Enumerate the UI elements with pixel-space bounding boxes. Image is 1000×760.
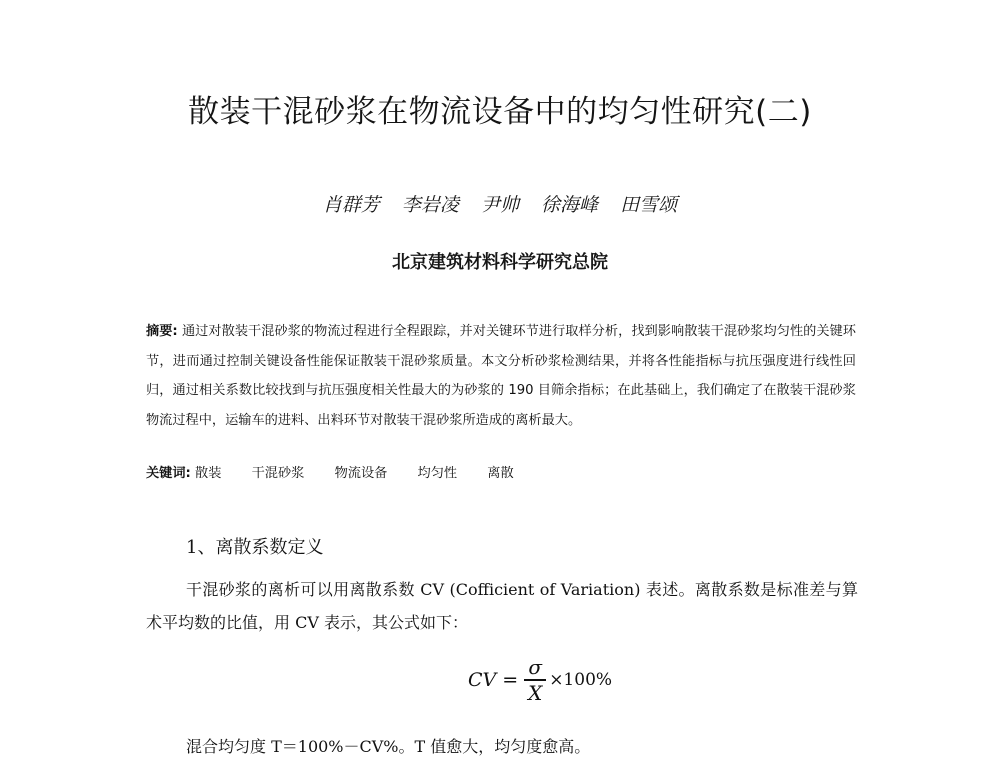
keywords (146, 462, 856, 486)
author-name: 徐海峰 (541, 194, 599, 216)
keyword: 干混砂浆 (251, 466, 305, 481)
keyword: 均匀性 (417, 466, 458, 481)
formula-lhs: CV (468, 669, 497, 691)
affiliation: 北京建筑材料科学研究总院 (392, 252, 608, 273)
formula-numerator: σ (528, 655, 543, 680)
body-paragraph: 干混砂浆的离析可以用离散系数 CV (Cofficient of Variation) 表述。离散系数是标准差与算术平均数的比值，用 CV 表示，其公式如下： (146, 580, 858, 632)
keyword: 离散 (487, 466, 514, 481)
keywords-label: 关键词: (146, 466, 191, 481)
formula-fraction (524, 655, 546, 705)
uniformity-definition: 混合均匀度 T＝100%－CV%。T 值愈大，均匀度愈高。 (186, 737, 591, 756)
formula-multiplier: ×100% (549, 670, 613, 690)
abstract (146, 317, 856, 435)
author-name: 李岩凌 (401, 194, 459, 216)
abstract-text: 通过对散装干混砂浆的物流过程进行全程跟踪，并对关键环节进行取样分析，找到影响散装干混砂浆均匀性的关键环节，进而通过控制关键设备性能保证散装干混砂浆质量。本文分析砂浆检测结果，并将各性能指标与抗压强度进行线性回归，通过相关系数比较找到与抗压强度相关性最大的为砂浆的 190 目筛余指标；在此基础上，我们确定了在散装干混砂浆物流过程中，运输车的进料、出料环节对散装干混砂浆所造成的离析最大。 (146, 324, 856, 428)
author-name: 尹帅 (480, 194, 519, 216)
author-list (0, 190, 1000, 217)
keyword: 物流设备 (334, 466, 388, 481)
abstract-label: 摘要: (146, 324, 178, 339)
paper-title: 散装干混砂浆在物流设备中的均匀性研究(二) (188, 94, 812, 130)
section-heading: 1、离散系数定义 (186, 537, 324, 558)
author-name: 肖群芳 (322, 194, 380, 216)
cv-formula (468, 650, 612, 710)
keyword: 散装 (195, 466, 222, 481)
formula-equals: = (502, 669, 519, 691)
formula-denominator: X (528, 680, 543, 705)
author-name: 田雪颂 (620, 194, 678, 216)
